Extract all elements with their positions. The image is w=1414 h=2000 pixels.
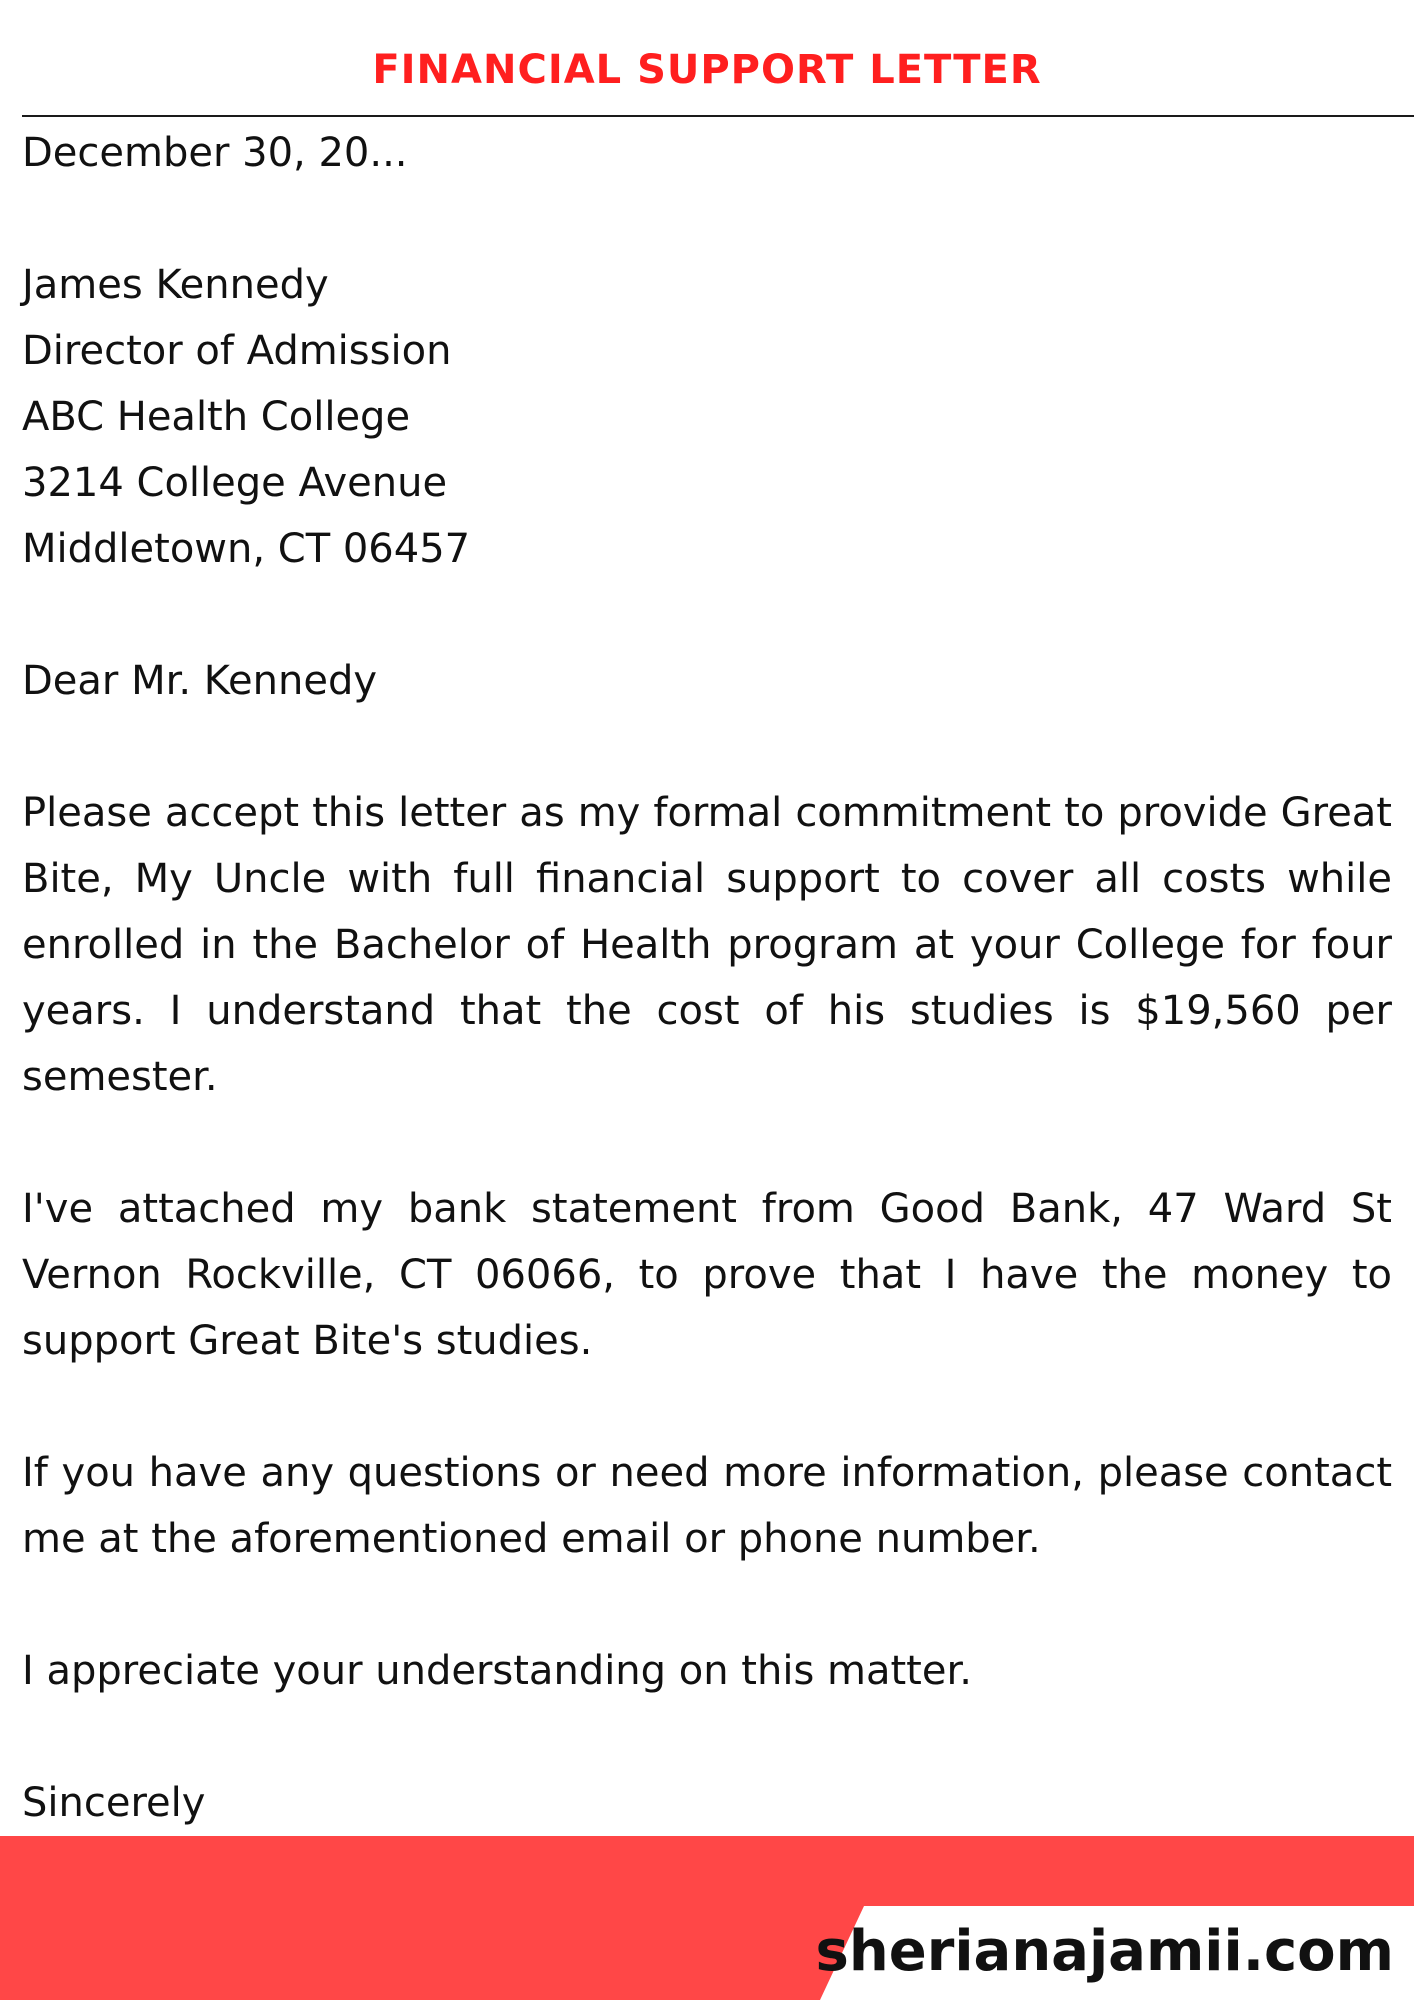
salutation: Dear Mr. Kennedy bbox=[22, 658, 378, 704]
letter-body bbox=[22, 120, 1392, 1836]
spacer bbox=[22, 1110, 1392, 1176]
recipient-institution: ABC Health College bbox=[22, 394, 411, 440]
paragraph-appreciation: I appreciate your understanding on this matter. bbox=[22, 1648, 972, 1694]
letter-date: December 30, 20... bbox=[22, 130, 408, 176]
recipient-city: Middletown, CT 06457 bbox=[22, 526, 471, 572]
closing: Sincerely bbox=[22, 1780, 206, 1826]
recipient-street: 3214 College Avenue bbox=[22, 460, 448, 506]
spacer bbox=[22, 1572, 1392, 1638]
recipient-address bbox=[22, 252, 1392, 582]
spacer bbox=[22, 186, 1392, 252]
recipient-name: James Kennedy bbox=[22, 262, 329, 308]
spacer bbox=[22, 582, 1392, 648]
title-divider bbox=[22, 115, 1414, 117]
spacer bbox=[22, 1704, 1392, 1770]
page-title: FINANCIAL SUPPORT LETTER bbox=[372, 47, 1042, 93]
spacer bbox=[22, 714, 1392, 780]
spacer bbox=[22, 1374, 1392, 1440]
paragraph-bank-statement: I've attached my bank statement from Good Bank, 47 Ward St Vernon Rockville, CT 06066, to prove that I have the money to support Great Bite's studies. bbox=[22, 1186, 1392, 1364]
website-link[interactable]: sherianajamii.com bbox=[815, 1919, 1394, 1984]
paragraph-contact: If you have any questions or need more information, please contact me at the aforementioned email or phone number. bbox=[22, 1450, 1392, 1562]
paragraph-commitment: Please accept this letter as my formal commitment to provide Great Bite, My Uncle with full financial support to cover all costs while enrolled in the Bachelor of Health program at your College for four years. I understand that the cost of his studies is $19,560 per semester. bbox=[22, 790, 1392, 1100]
recipient-position: Director of Admission bbox=[22, 328, 452, 374]
